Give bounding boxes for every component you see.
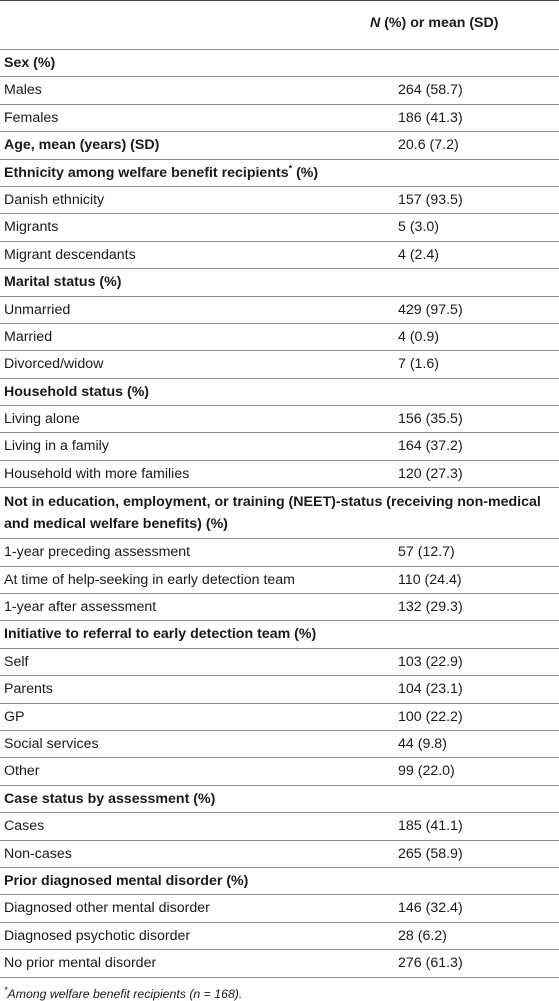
table-row	[0, 77, 559, 103]
row-label: Social services	[4, 735, 99, 752]
row-value: 4 (0.9)	[398, 328, 440, 345]
row-label: Migrant descendants	[4, 246, 136, 263]
footnote-text: Among welfare benefit recipients (n = 168).	[7, 986, 243, 1001]
table-row	[0, 461, 559, 487]
section-row	[0, 160, 559, 186]
column-header-rest: (%) or mean (SD)	[380, 15, 499, 31]
section-row	[0, 132, 559, 158]
table-row	[0, 187, 559, 213]
table-row	[0, 923, 559, 949]
row-label: Living alone	[4, 411, 80, 428]
row-label: Prior diagnosed mental disorder (%)	[4, 872, 249, 889]
table-header	[0, 1, 559, 49]
row-label: Diagnosed psychotic disorder	[4, 927, 191, 944]
column-header	[370, 15, 499, 31]
table-row	[0, 351, 559, 377]
row-label: Case status by assessment (%)	[4, 790, 216, 807]
row-value: 4 (2.4)	[398, 246, 440, 263]
row-label: 1-year after assessment	[4, 599, 157, 616]
table-body	[0, 50, 559, 977]
row-value: 156 (35.5)	[398, 411, 463, 428]
row-label: Diagnosed other mental disorder	[4, 900, 210, 917]
row-value: 7 (1.6)	[398, 356, 440, 373]
row-label: Household status (%)	[4, 383, 150, 400]
row-value: 157 (93.5)	[398, 191, 463, 208]
row-label: Males	[4, 82, 42, 99]
table-row	[0, 649, 559, 675]
section-row	[0, 50, 559, 76]
row-label: Parents	[4, 681, 53, 698]
row-label: GP	[4, 708, 25, 725]
row-value: 57 (12.7)	[398, 544, 455, 561]
table-row	[0, 676, 559, 702]
row-value: 28 (6.2)	[398, 927, 447, 944]
row-value: 20.6 (7.2)	[398, 137, 459, 154]
row-value: 264 (58.7)	[398, 82, 463, 99]
row-label: Unmarried	[4, 301, 71, 318]
table-row	[0, 950, 559, 976]
row-value: 100 (22.2)	[398, 708, 463, 725]
table-row	[0, 324, 559, 350]
row-label: Cases	[4, 818, 45, 835]
row-label: Household with more families	[4, 465, 190, 482]
table-row	[0, 406, 559, 432]
table-row	[0, 105, 559, 131]
row-value: 164 (37.2)	[398, 438, 463, 455]
row-value: 276 (61.3)	[398, 955, 463, 972]
section-row	[0, 621, 559, 647]
footnote	[0, 978, 559, 1001]
table-row	[0, 841, 559, 867]
row-label-suffix: (%)	[292, 164, 319, 181]
row-label: Divorced/widow	[4, 356, 104, 373]
table-row	[0, 567, 559, 593]
row-value: 185 (41.1)	[398, 818, 463, 835]
row-label: No prior mental disorder	[4, 955, 157, 972]
row-value: 5 (3.0)	[398, 219, 440, 236]
section-row	[0, 488, 559, 538]
row-value: 99 (22.0)	[398, 763, 455, 780]
row-value: 186 (41.3)	[398, 109, 463, 126]
row-value: 132 (29.3)	[398, 599, 463, 616]
row-label: Married	[4, 328, 53, 345]
section-row	[0, 379, 559, 405]
row-value: 429 (97.5)	[398, 301, 463, 318]
row-label: Danish ethnicity	[4, 191, 105, 208]
row-label: Non-cases	[4, 845, 72, 862]
row-label: Not in education, employment, or training (NEET)-status (receiving non-medical and medical welfare benefits) (%)	[4, 494, 541, 533]
row-value: 110 (24.4)	[398, 571, 462, 588]
row-value: 265 (58.9)	[398, 845, 463, 862]
table-row	[0, 214, 559, 240]
column-header-n: N	[370, 15, 381, 31]
row-value: 104 (23.1)	[398, 681, 463, 698]
table-row	[0, 758, 559, 784]
row-label: At time of help-seeking in early detection team	[4, 571, 295, 588]
row-label: 1-year preceding assessment	[4, 544, 191, 561]
row-label: Marital status (%)	[4, 274, 122, 291]
footnote-mark: *	[4, 984, 8, 995]
table-row	[0, 895, 559, 921]
row-label-group	[4, 162, 319, 181]
section-row	[0, 868, 559, 894]
row-label: Sex (%)	[4, 55, 56, 71]
section-row	[0, 269, 559, 295]
row-value: 146 (32.4)	[398, 900, 463, 917]
table-row	[0, 539, 559, 565]
footnote-marker: *	[288, 162, 293, 173]
row-value: 44 (9.8)	[398, 735, 447, 752]
table-row	[0, 731, 559, 757]
table-row	[0, 297, 559, 323]
section-row	[0, 786, 559, 812]
row-label: Ethnicity among welfare benefit recipients	[4, 164, 289, 181]
table-row	[0, 594, 559, 620]
row-value: 103 (22.9)	[398, 653, 463, 670]
table-row	[0, 433, 559, 459]
table-row	[0, 242, 559, 268]
row-label: Females	[4, 109, 59, 126]
table-row	[0, 704, 559, 730]
table-row	[0, 813, 559, 839]
row-label: Self	[4, 653, 29, 670]
row-label: Other	[4, 763, 40, 780]
row-label: Age, mean (years) (SD)	[4, 137, 160, 154]
row-value: 120 (27.3)	[398, 465, 463, 482]
row-label: Migrants	[4, 219, 59, 236]
row-label: Living in a family	[4, 438, 109, 455]
row-label: Initiative to referral to early detection team (%)	[4, 626, 317, 643]
